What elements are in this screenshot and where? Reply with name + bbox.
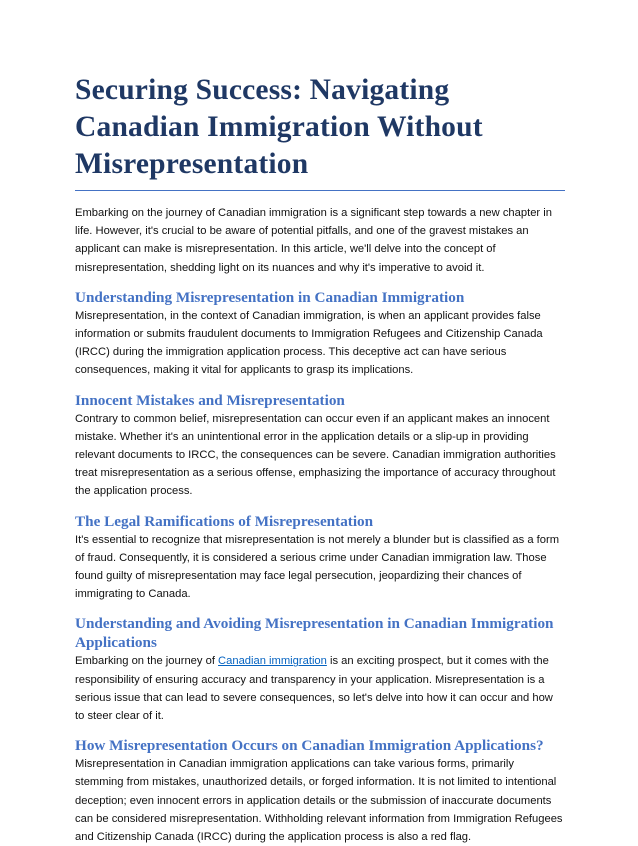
section-heading: Innocent Mistakes and Misrepresentation bbox=[75, 391, 345, 409]
section-paragraph bbox=[75, 652, 565, 725]
section-paragraph: It's essential to recognize that misrepresentation is not merely a blunder but is classified as a form of fraud. Consequently, it is considered a serious crime under Canadian immigration law. Those found guilty of misrepresentation may face legal persecution, jeopardizing their chances of immigrating to Canada. bbox=[75, 533, 560, 601]
canadian-immigration-link[interactable]: Canadian immigration bbox=[218, 655, 327, 668]
page-title: Securing Success: Navigating Canadian Immigration Without Misrepresentation bbox=[75, 72, 565, 191]
section-paragraph: Misrepresentation, in the context of Canadian immigration, is when an applicant provides false information or submits fraudulent documents to Immigration Refugees and Citizenship Canada (IRCC) during the immigration application process. This deceptive act can have serious consequences, making it vital for applicants to grasp its implications. bbox=[75, 309, 543, 377]
section-heading: Understanding and Avoiding Misrepresentation in Canadian Immigration Applications bbox=[75, 615, 554, 652]
paragraph-text: is an exciting prospect, but it comes with the responsibility of ensuring accuracy and transparency in your application. Misrepresentation is a serious issue that can lead to severe consequences, so let's delve into how it can occur and how to steer clear of it. bbox=[75, 655, 553, 723]
section-heading: How Misrepresentation Occurs on Canadian Immigration Applications? bbox=[75, 737, 544, 755]
section-heading: Understanding Misrepresentation in Canadian Immigration bbox=[75, 288, 465, 306]
section-heading: The Legal Ramifications of Misrepresentation bbox=[75, 512, 374, 530]
paragraph-text: Embarking on the journey of bbox=[75, 655, 219, 668]
document-body bbox=[75, 72, 565, 846]
intro-paragraph: Embarking on the journey of Canadian immigration is a significant step towards a new chapter in life. However, it's crucial to be aware of potential pitfalls, and one of the gravest mistakes an applicant can make is misrepresentation. In this article, we'll delve into the concept of misrepresentation, shedding light on its nuances and why it's imperative to avoid it. bbox=[75, 207, 552, 274]
section-paragraph: Misrepresentation in Canadian immigration applications can take various forms, primarily stemming from mistakes, unauthorized details, or forged information. It is not limited to intentional deception; even innocent errors in application details or the submission of inaccurate documents can be considered misrepresentation. Withholding relevant information from Immigration Refugees and Citizenship Canada (IRCC) during the application process is also a red flag. bbox=[75, 758, 563, 844]
section-paragraph: Contrary to common belief, misrepresentation can occur even if an applicant makes an innocent mistake. Whether it's an unintentional error in the application details or a slip-up in providing relevant documents to IRCC, the consequences can be severe. Canadian immigration authorities treat misrepresentation as a serious offense, emphasizing the importance of accuracy throughout the application process. bbox=[75, 412, 556, 498]
